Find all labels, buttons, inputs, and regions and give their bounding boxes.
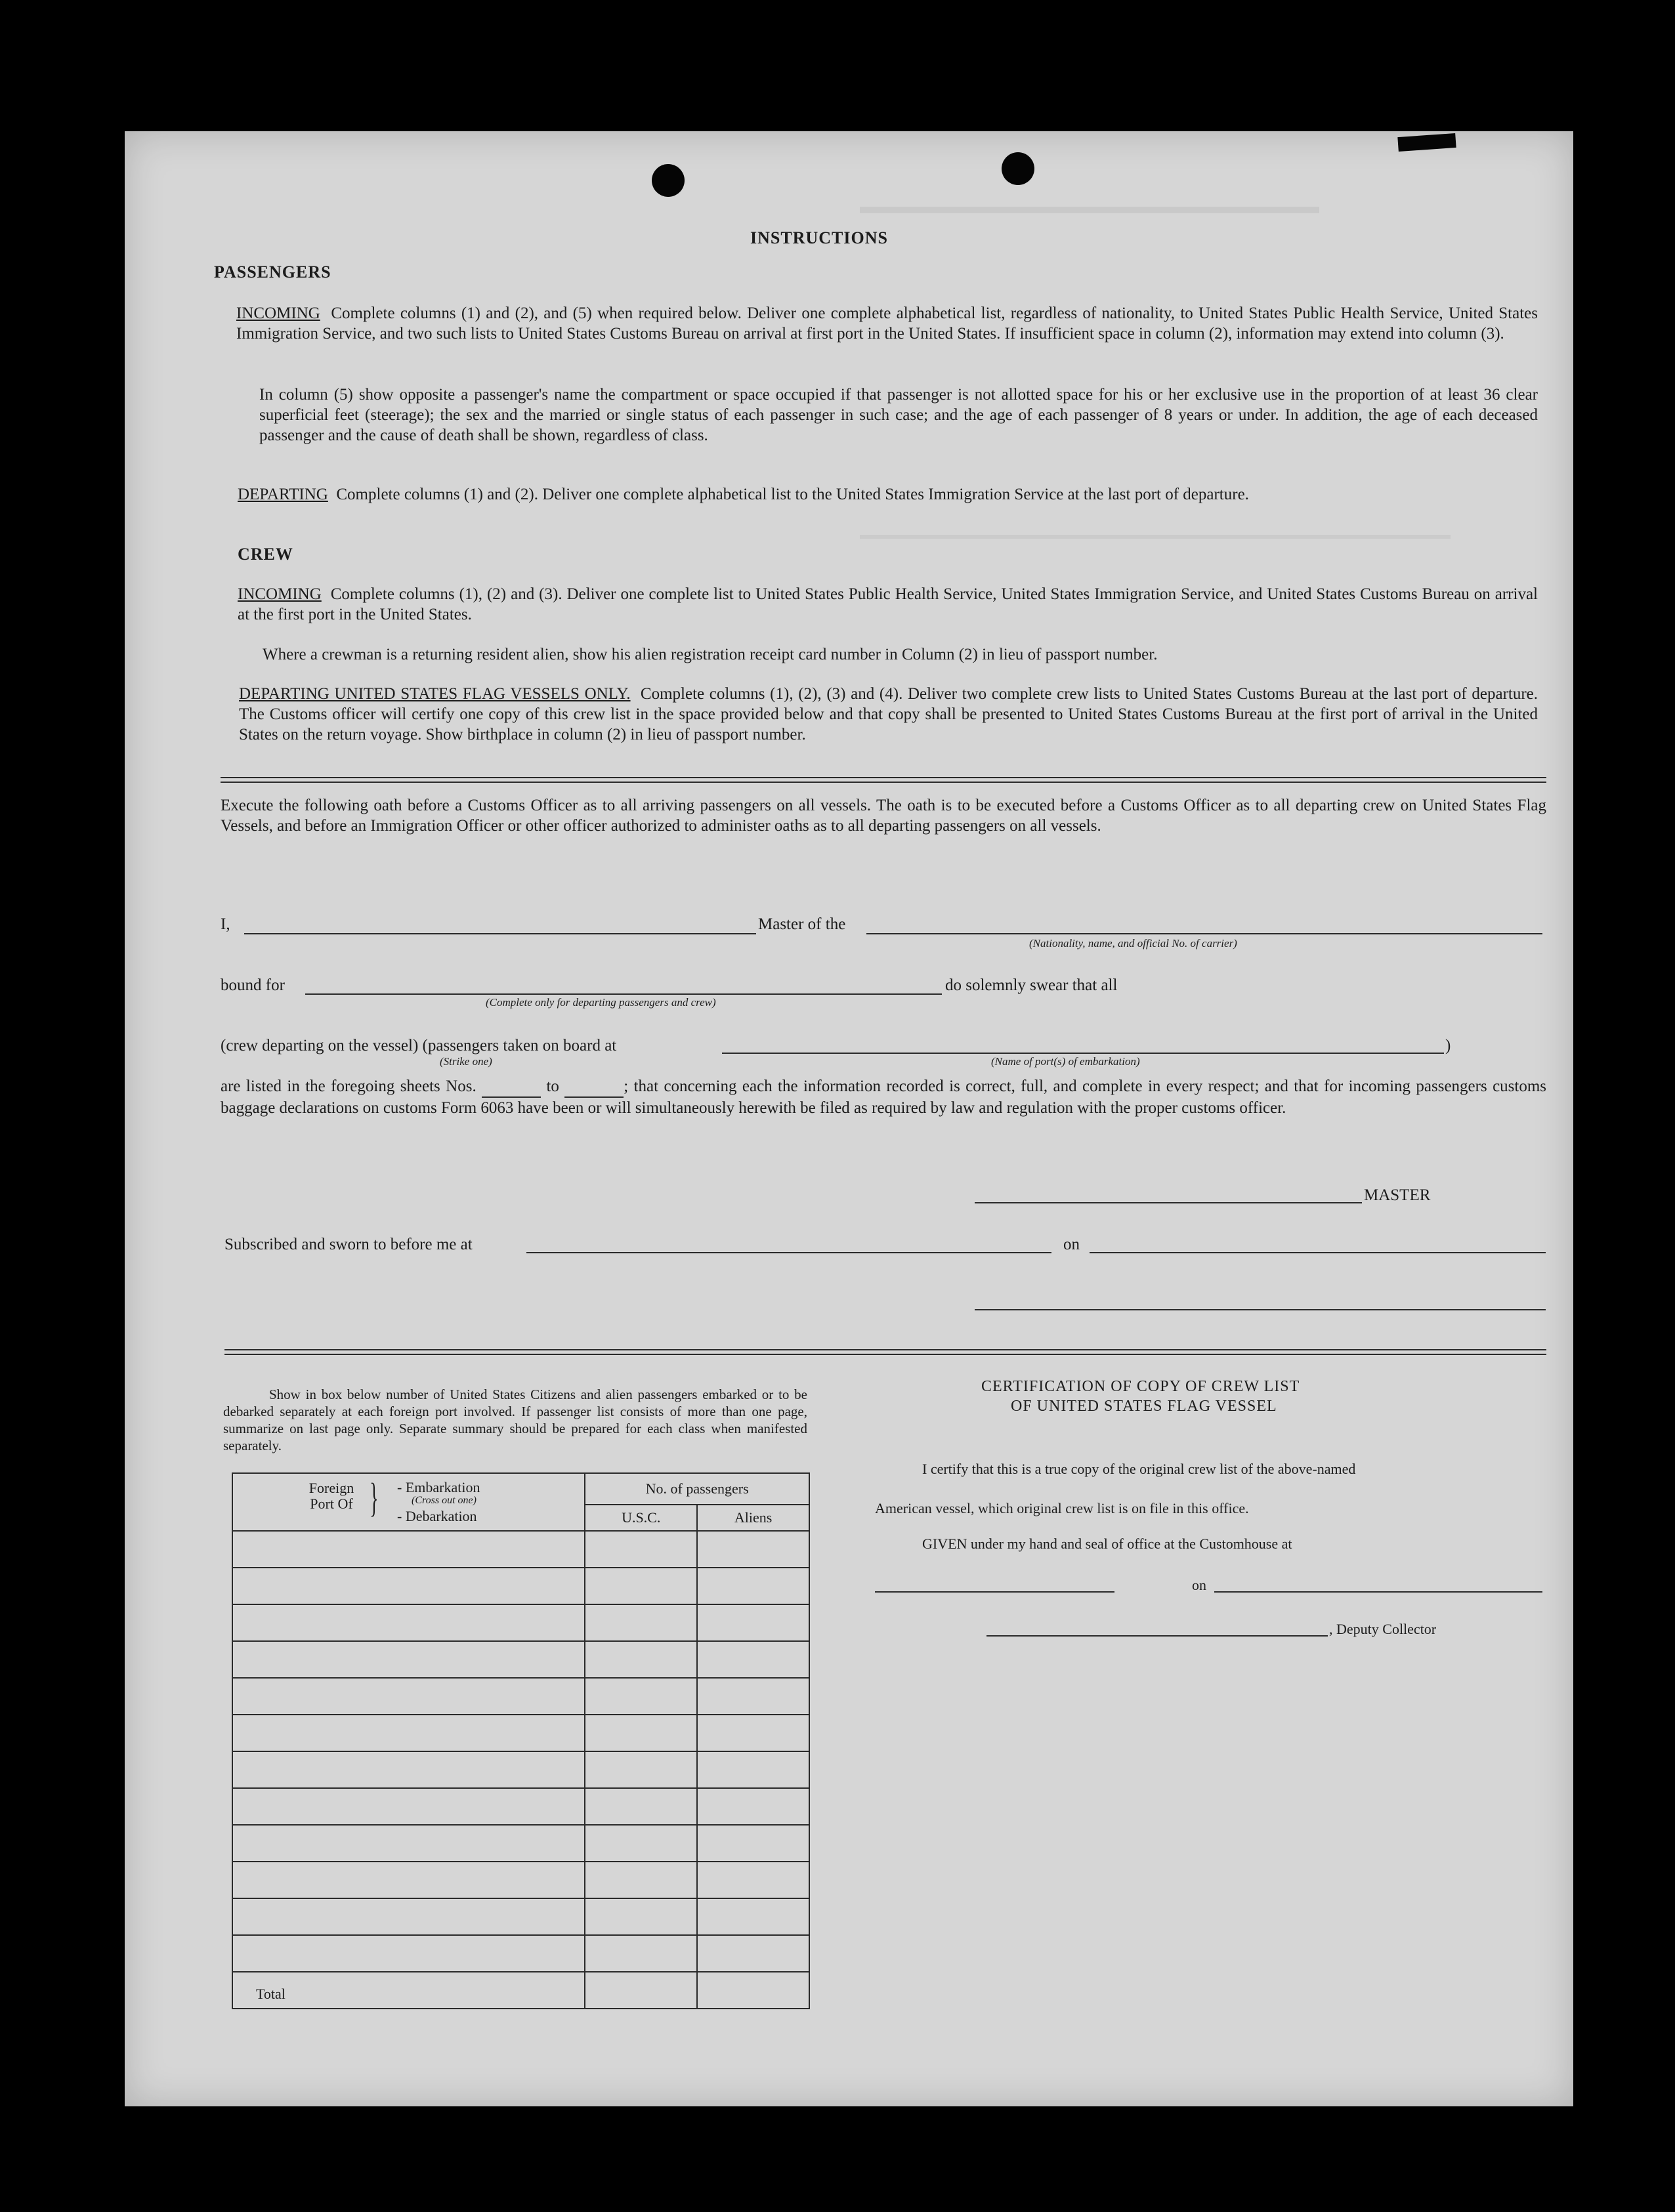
passengers-departing-text: Complete columns (1) and (2). Deliver one complete alphabetical list to the United States Immigration Service at the last port of departure. <box>336 486 1249 503</box>
officer-signature-line[interactable] <box>975 1309 1546 1310</box>
oath-intro: Execute the following oath before a Customs Officer as to all arriving passengers on all vessels. The oath is to be executed before a Customs Officer as to all departing crew on United States Flag Vessels, and before an Immigration Officer or other officer authorized to administer oaths as to all departing passengers on all vessels. <box>221 797 1546 835</box>
page-title: INSTRUCTIONS <box>750 228 888 247</box>
oath-i-label: I, <box>221 915 230 933</box>
embarkation-caption: (Name of port(s) of embarkation) <box>991 1055 1140 1068</box>
total-aliens-cell[interactable] <box>697 1972 809 2009</box>
divider <box>221 777 1546 783</box>
certification-line-1: I certify that this is a true copy of the original crew list of the above-named <box>922 1461 1356 1477</box>
aliens-cell[interactable] <box>697 1531 809 1568</box>
certification-heading-2: OF UNITED STATES FLAG VESSEL <box>1011 1398 1277 1415</box>
foreign-port-header <box>232 1473 585 1531</box>
certification-heading-1: CERTIFICATION OF COPY OF CREW LIST <box>981 1378 1300 1395</box>
certification-on-label: on <box>1192 1577 1206 1593</box>
document-sheet <box>125 131 1573 2106</box>
deputy-collector-label: , Deputy Collector <box>1329 1621 1437 1637</box>
torn-corner <box>1397 133 1456 152</box>
port-cell[interactable] <box>232 1568 585 1604</box>
divider <box>224 1349 1546 1355</box>
port-cell[interactable] <box>232 1715 585 1751</box>
customhouse-date-line[interactable] <box>1214 1591 1542 1593</box>
embarkation-line[interactable] <box>722 1053 1444 1054</box>
port-cell[interactable] <box>232 1898 585 1935</box>
usc-cell[interactable] <box>585 1604 697 1641</box>
crew-incoming-text: Complete columns (1), (2) and (3). Deliver one complete list to United States Public Health Service, United States Immigration Service, and United States Customs Bureau on arrival at the first port in the United States. <box>238 585 1538 623</box>
port-cell[interactable] <box>232 1604 585 1641</box>
port-cell[interactable] <box>232 1935 585 1972</box>
foreign-port-of-label: Foreign Port Of <box>308 1480 354 1512</box>
aliens-cell[interactable] <box>697 1678 809 1715</box>
port-cell[interactable] <box>232 1641 585 1678</box>
port-cell[interactable] <box>232 1825 585 1862</box>
subscribed-on-label: on <box>1063 1236 1080 1253</box>
passengers-incoming-text: Complete columns (1) and (2), and (5) when required below. Deliver one complete alphabetical list, regardless of nationality, to United States Public Health Service, United States Immigration Service, and two such lists to United States Customs Bureau on arrival at first port in the United States. If insufficient space in column (2), information may extend into column (3). <box>236 304 1538 343</box>
total-usc-cell[interactable] <box>585 1972 697 2009</box>
crew-incoming-label: INCOMING <box>238 585 322 603</box>
usc-cell[interactable] <box>585 1751 697 1788</box>
no-of-passengers-header: No. of passengers <box>585 1473 809 1505</box>
usc-header: U.S.C. <box>585 1505 697 1531</box>
usc-cell[interactable] <box>585 1715 697 1751</box>
crew-departing <box>239 684 1538 745</box>
close-paren: ) <box>1445 1037 1451 1054</box>
usc-cell[interactable] <box>585 1825 697 1862</box>
port-cell[interactable] <box>232 1862 585 1898</box>
master-label: MASTER <box>1364 1186 1431 1204</box>
certification-line-3: GIVEN under my hand and seal of office at the Customhouse at <box>922 1535 1292 1552</box>
port-cell[interactable] <box>232 1788 585 1825</box>
aliens-cell[interactable] <box>697 1568 809 1604</box>
usc-cell[interactable] <box>585 1898 697 1935</box>
usc-cell[interactable] <box>585 1641 697 1678</box>
listed-text-b: ; that concerning each the information recorded is correct, full, and complete in every respect; and that for incoming passengers customs baggage declarations on customs Form 6063 have been or will simultaneously herewith be filed as required by law and regulation with the proper customs officer. <box>221 1077 1547 1117</box>
subscribed-date-line[interactable] <box>1090 1252 1546 1253</box>
carrier-caption: (Nationality, name, and official No. of carrier) <box>1029 937 1237 949</box>
master-of-the-label: Master of the <box>758 915 846 933</box>
aliens-cell[interactable] <box>697 1641 809 1678</box>
brace-icon: } <box>370 1476 379 1520</box>
listed-text-a: are listed in the foregoing sheets Nos. <box>221 1077 477 1095</box>
crew-departing-label: DEPARTING UNITED STATES FLAG VESSELS ONLY. <box>239 685 631 703</box>
passengers-incoming <box>236 303 1538 344</box>
crew-departing-label: (crew departing on the vessel) (passengers taken on board at <box>221 1037 617 1054</box>
subscribed-label: Subscribed and sworn to before me at <box>224 1236 473 1253</box>
aliens-cell[interactable] <box>697 1898 809 1935</box>
aliens-cell[interactable] <box>697 1751 809 1788</box>
aliens-cell[interactable] <box>697 1825 809 1862</box>
crew-heading: CREW <box>238 545 293 564</box>
bound-for-label: bound for <box>221 976 285 994</box>
port-cell[interactable] <box>232 1751 585 1788</box>
cross-out-one-label: (Cross out one) <box>412 1495 477 1506</box>
passengers-departing <box>238 484 1538 505</box>
passengers-column5: In column (5) show opposite a passenger's name the compartment or space occupied if that passenger is not allotted space for his or her exclusive use in the proportion of at least 36 clear superficial feet (steerage); the sex and the married or single status of each passenger in such case; and the age of each passenger of 8 years or under. In addition, the age of each deceased passenger and the cause of death shall be shown, regardless of class. <box>259 386 1538 444</box>
customhouse-place-line[interactable] <box>875 1591 1114 1593</box>
sheet-from-blank[interactable] <box>482 1076 541 1098</box>
port-cell[interactable] <box>232 1678 585 1715</box>
usc-cell[interactable] <box>585 1531 697 1568</box>
oath-listed <box>221 1076 1546 1118</box>
punch-hole-right <box>1002 152 1034 185</box>
summary-instructions: Show in box below number of United States Citizens and alien passengers embarked or to be debarked separately at each foreign port involved. If passenger list consists of more than one page, summarize on last page only. Separate summary should be prepared for each class when manifested separately. <box>223 1387 807 1453</box>
usc-cell[interactable] <box>585 1678 697 1715</box>
crew-incoming <box>238 584 1538 625</box>
passengers-heading: PASSENGERS <box>214 262 331 282</box>
usc-cell[interactable] <box>585 1568 697 1604</box>
aliens-cell[interactable] <box>697 1862 809 1898</box>
show-through-band <box>860 535 1451 539</box>
embarkation-label: - Embarkation <box>397 1479 480 1495</box>
debarkation-label: - Debarkation <box>397 1508 477 1524</box>
aliens-cell[interactable] <box>697 1788 809 1825</box>
master-name-line[interactable] <box>244 933 756 934</box>
aliens-cell[interactable] <box>697 1604 809 1641</box>
swear-label: do solemnly swear that all <box>945 976 1118 994</box>
master-signature-line[interactable] <box>975 1202 1362 1203</box>
strike-one-caption: (Strike one) <box>440 1055 492 1068</box>
port-cell[interactable] <box>232 1531 585 1568</box>
aliens-header: Aliens <box>697 1505 809 1531</box>
crew-resident-alien: Where a crewman is a returning resident alien, show his alien registration receipt card number in Column (2) in lieu of passport number. <box>263 646 1158 663</box>
usc-cell[interactable] <box>585 1935 697 1972</box>
passengers-departing-label: DEPARTING <box>238 486 328 503</box>
carrier-line[interactable] <box>866 933 1542 934</box>
usc-cell[interactable] <box>585 1862 697 1898</box>
crew-departing-text: Complete columns (1), (2), (3) and (4). Deliver two complete crew lists to United States Customs Bureau at the last port of departure. The Customs officer will certify one copy of this crew list in the space provided below and that copy shall be presented to United States Customs Bureau at the first port of arrival in the United States on the return voyage. Show birthplace in column (2) in lieu of passport number. <box>239 685 1538 743</box>
sheet-to-blank[interactable] <box>564 1076 624 1098</box>
certification-line-2: American vessel, which original crew list is on file in this office. <box>875 1500 1249 1516</box>
aliens-cell[interactable] <box>697 1715 809 1751</box>
usc-cell[interactable] <box>585 1788 697 1825</box>
total-row-label: Total <box>232 1972 585 2009</box>
listed-to: to <box>546 1077 559 1095</box>
bound-for-line[interactable] <box>305 993 942 995</box>
subscribed-place-line[interactable] <box>526 1252 1051 1253</box>
punch-hole-left <box>652 164 685 197</box>
deputy-collector-line[interactable] <box>986 1635 1328 1637</box>
bound-for-caption: (Complete only for departing passengers and crew) <box>486 996 716 1009</box>
show-through-band <box>860 207 1319 213</box>
passengers-incoming-label: INCOMING <box>236 304 320 322</box>
passenger-summary-table <box>232 1472 810 2009</box>
aliens-cell[interactable] <box>697 1935 809 1972</box>
